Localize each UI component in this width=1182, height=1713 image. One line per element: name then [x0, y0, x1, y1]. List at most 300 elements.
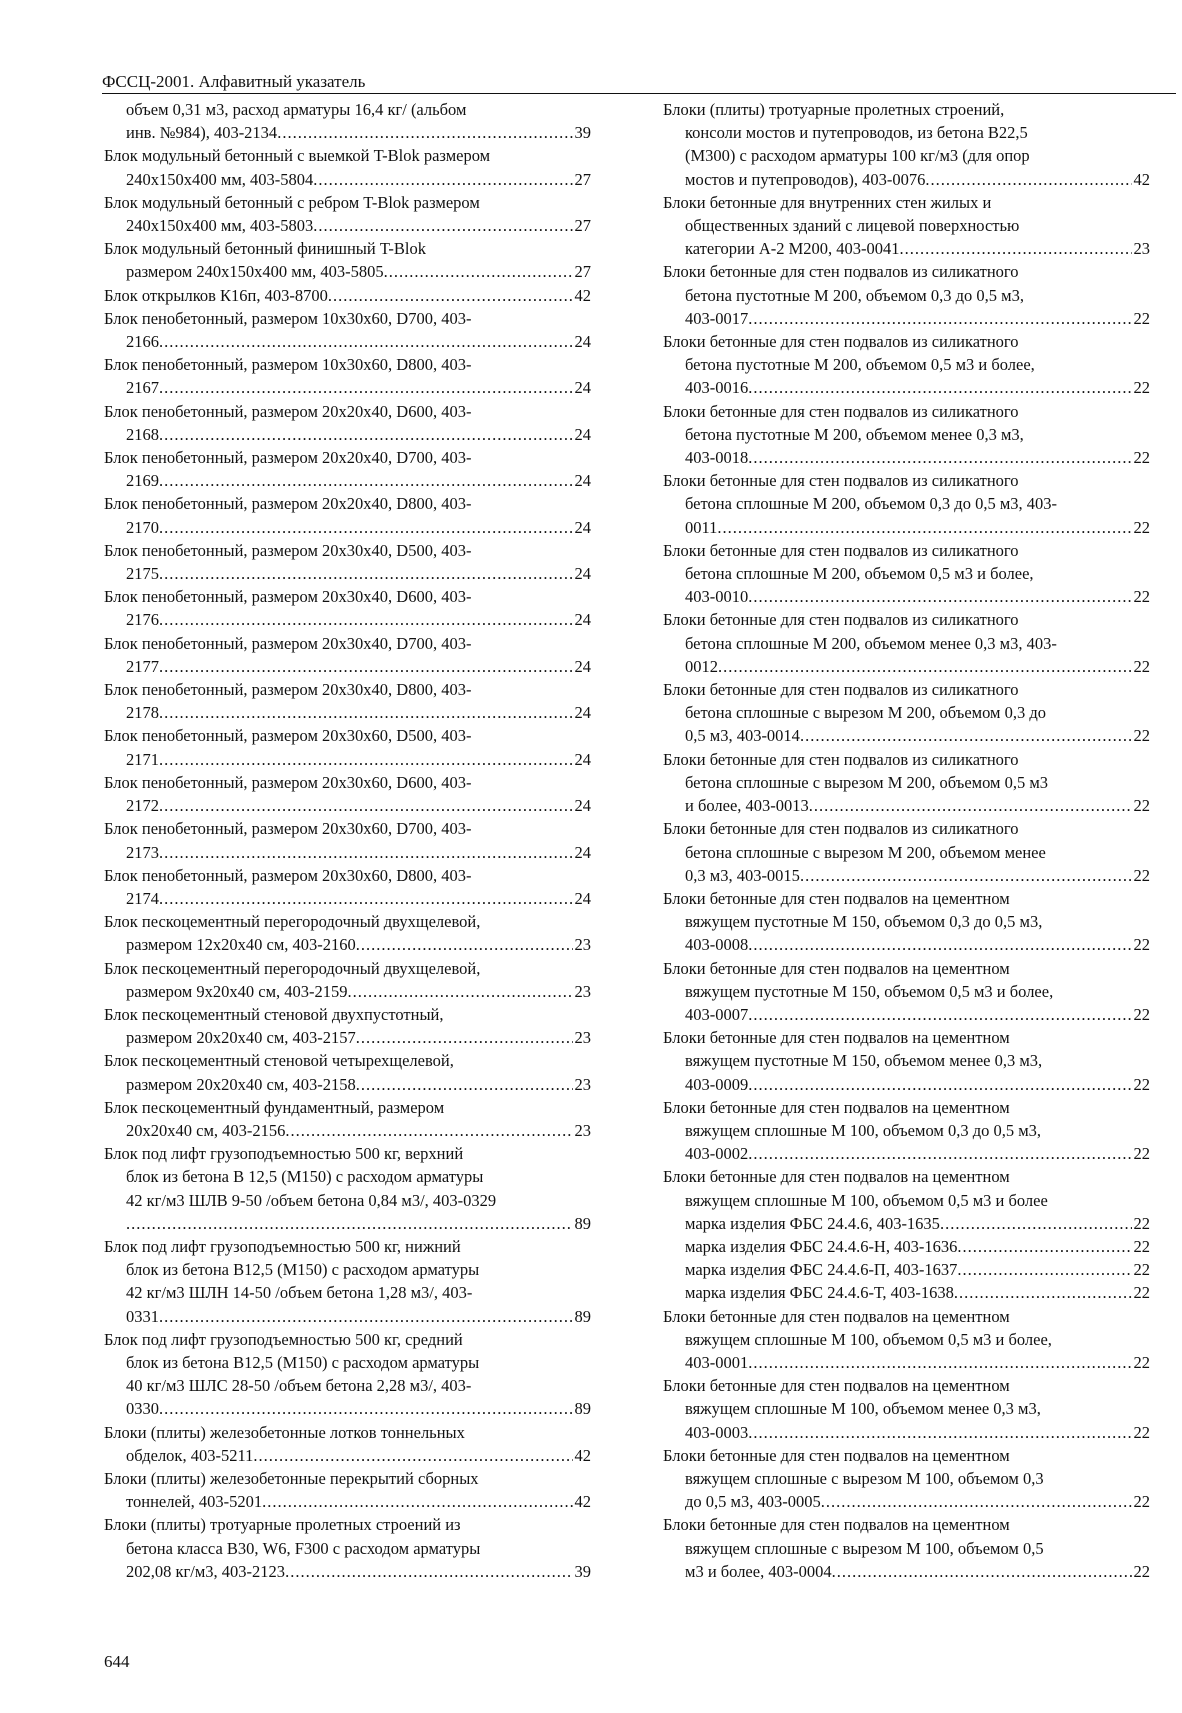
entry-text: марка изделия ФБС 24.4.6-П, 403-1637	[685, 1260, 958, 1280]
entry-text: 403-0017	[685, 308, 749, 328]
dot-leader	[277, 121, 572, 144]
dot-leader	[809, 794, 1132, 817]
entry-line-with-page	[104, 1119, 591, 1142]
entry-page-ref: 22	[1133, 378, 1150, 398]
entry-line-with-page	[663, 933, 1150, 956]
index-entry	[663, 191, 1150, 261]
entry-text: 0331	[126, 1306, 159, 1326]
dot-leader	[748, 1351, 1131, 1374]
entry-text: 0,5 м3, 403-0014	[685, 726, 800, 746]
dot-leader	[159, 330, 573, 353]
entry-text: марка изделия ФБС 24.4.6, 403-1635	[685, 1213, 940, 1233]
entry-text: 403-0010	[685, 587, 749, 607]
entry-line-with-page	[104, 121, 591, 144]
entry-text-line: Блок модульный бетонный с ребром T-Blok размером	[104, 192, 480, 212]
index-entry	[104, 1421, 591, 1467]
index-entry	[104, 632, 591, 678]
entry-text-line: Блок пенобетонный, размером 20x30x60, D600, 403-	[104, 772, 472, 792]
dot-leader	[717, 516, 1131, 539]
entry-line-with-page	[104, 1397, 591, 1420]
entry-page-ref: 22	[1133, 1260, 1150, 1280]
entry-text-line: Блоки бетонные для стен подвалов на цементном	[663, 1306, 1010, 1326]
entry-text: 2174	[126, 888, 159, 908]
entry-page-ref: 22	[1133, 865, 1150, 885]
entry-text: 2177	[126, 656, 159, 676]
index-entry	[663, 469, 1150, 539]
entry-page-ref: 89	[574, 1399, 591, 1419]
entry-page-ref: 24	[574, 378, 591, 398]
dot-leader	[159, 469, 573, 492]
entry-page-ref: 89	[574, 1213, 591, 1233]
dot-leader	[159, 887, 573, 910]
entry-text: м3 и более, 403-0004	[685, 1561, 832, 1581]
entry-page-ref: 23	[574, 935, 591, 955]
entry-page-ref: 22	[1133, 308, 1150, 328]
index-entry	[663, 539, 1150, 609]
entry-page-ref: 42	[574, 285, 591, 305]
entry-text: 2170	[126, 517, 159, 537]
entry-line-with-page	[104, 1026, 591, 1049]
entry-text-line: Блоки бетонные для стен подвалов на цементном	[663, 1515, 1010, 1535]
dot-leader	[159, 1397, 573, 1420]
entry-page-ref: 22	[1133, 1004, 1150, 1024]
entry-text: 2168	[126, 424, 159, 444]
entry-line-with-page	[104, 655, 591, 678]
entry-page-ref: 24	[574, 796, 591, 816]
entry-line-with-page	[104, 1444, 591, 1467]
entry-line-with-page	[104, 516, 591, 539]
entry-page-ref: 23	[574, 1028, 591, 1048]
entry-line-with-page	[663, 864, 1150, 887]
entry-line-with-page	[663, 237, 1150, 260]
dot-leader	[748, 307, 1131, 330]
dot-leader	[356, 1073, 573, 1096]
dot-leader	[126, 1212, 573, 1235]
index-entry	[104, 1142, 591, 1235]
dot-leader	[159, 608, 573, 631]
entry-line-with-page	[104, 214, 591, 237]
dot-leader	[748, 376, 1131, 399]
entry-line-with-page	[104, 748, 591, 771]
dot-leader	[748, 446, 1131, 469]
entry-page-ref: 22	[1133, 1213, 1150, 1233]
entry-page-ref: 24	[574, 471, 591, 491]
entry-page-ref: 22	[1133, 448, 1150, 468]
entry-text: размером 12x20x40 см, 403-2160	[126, 935, 356, 955]
entry-line-with-page	[663, 1212, 1150, 1235]
index-entry	[663, 1513, 1150, 1583]
index-entry	[104, 1003, 591, 1049]
entry-text: марка изделия ФБС 24.4.6-Н, 403-1636	[685, 1236, 958, 1256]
entry-text-line: общественных зданий с лицевой поверхностью	[685, 216, 1020, 236]
dot-leader	[285, 1119, 572, 1142]
entry-text-line: вяжущем пустотные М 150, объемом 0,3 до 0,5 м3,	[685, 912, 1043, 932]
dot-leader	[159, 1305, 573, 1328]
index-entry	[663, 400, 1150, 470]
entry-text: марка изделия ФБС 24.4.6-Т, 403-1638	[685, 1283, 954, 1303]
entry-text: 403-0007	[685, 1004, 749, 1024]
dot-leader	[832, 1560, 1132, 1583]
entry-text-line: Блоки бетонные для стен подвалов на цементном	[663, 1376, 1010, 1396]
entry-text-line: вяжущем пустотные М 150, объемом 0,5 м3 и более,	[685, 981, 1054, 1001]
entry-page-ref: 23	[574, 1074, 591, 1094]
index-entry	[104, 585, 591, 631]
entry-text-line: Блок пескоцементный фундаментный, размером	[104, 1097, 445, 1117]
entry-line-with-page	[663, 1142, 1150, 1165]
entry-page-ref: 22	[1133, 1236, 1150, 1256]
index-entry	[104, 817, 591, 863]
entry-line-with-page	[104, 1212, 591, 1235]
entry-line-with-page	[104, 562, 591, 585]
entry-text-line: Блоки бетонные для стен подвалов из силикатного	[663, 262, 1019, 282]
dot-leader	[900, 237, 1132, 260]
entry-page-ref: 89	[574, 1306, 591, 1326]
index-entry	[663, 1444, 1150, 1514]
entry-text-line: Блоки бетонные для стен подвалов из силикатного	[663, 610, 1019, 630]
entry-line-with-page	[104, 284, 591, 307]
dot-leader	[159, 794, 573, 817]
entry-line-with-page	[104, 608, 591, 631]
dot-leader	[262, 1490, 572, 1513]
index-entry	[663, 98, 1150, 191]
entry-page-ref: 24	[574, 656, 591, 676]
sub-entry-line	[663, 1281, 1150, 1304]
dot-leader	[925, 168, 1131, 191]
index-entry	[663, 330, 1150, 400]
entry-page-ref: 22	[1133, 1492, 1150, 1512]
entry-text-line: Блок под лифт грузоподъемностью 500 кг, средний	[104, 1329, 463, 1349]
entry-text-line: Блоки (плиты) тротуарные пролетных строений из	[104, 1515, 461, 1535]
entry-text-line: Блоки бетонные для стен подвалов из силикатного	[663, 401, 1019, 421]
dot-leader	[285, 1560, 572, 1583]
entry-text: до 0,5 м3, 403-0005	[685, 1492, 821, 1512]
entry-page-ref: 22	[1133, 1422, 1150, 1442]
entry-page-ref: 22	[1133, 1352, 1150, 1372]
entry-text-line: Блоки бетонные для стен подвалов из силикатного	[663, 471, 1019, 491]
dot-leader	[356, 933, 573, 956]
entry-page-ref: 24	[574, 424, 591, 444]
entry-text: 403-0008	[685, 935, 749, 955]
entry-page-ref: 22	[1133, 587, 1150, 607]
entry-text-line: бетона сплошные с вырезом М 200, объемом менее	[685, 842, 1046, 862]
entry-page-ref: 24	[574, 703, 591, 723]
entry-text-line: Блок пенобетонный, размером 10x30x60, D700, 403-	[104, 308, 472, 328]
index-entry	[104, 864, 591, 910]
dot-leader	[348, 980, 573, 1003]
entry-line-with-page	[104, 794, 591, 817]
entry-page-ref: 22	[1133, 656, 1150, 676]
entry-text-line: Блок пенобетонный, размером 20x30x60, D700, 403-	[104, 819, 472, 839]
dot-leader	[356, 1026, 573, 1049]
entry-page-ref: 22	[1133, 935, 1150, 955]
entry-text: 403-0018	[685, 448, 749, 468]
dot-leader	[957, 1235, 1131, 1258]
entry-text-line: Блок пенобетонный, размером 20x20x40, D800, 403-	[104, 494, 472, 514]
entry-text-line: бетона сплошные с вырезом М 200, объемом 0,3 до	[685, 703, 1046, 723]
entry-text: и более, 403-0013	[685, 796, 809, 816]
entry-page-ref: 24	[574, 842, 591, 862]
entry-text-line: бетона сплошные М 200, объемом менее 0,3 м3, 403-	[685, 633, 1057, 653]
entry-text-line: (М300) с расходом арматуры 100 кг/м3 (для опор	[685, 146, 1030, 166]
dot-leader	[954, 1281, 1132, 1304]
entry-page-ref: 24	[574, 564, 591, 584]
index-entry	[104, 957, 591, 1003]
entry-text: 240x150x400 мм, 403-5803	[126, 216, 314, 236]
index-entry	[104, 98, 591, 144]
entry-text: 403-0009	[685, 1074, 749, 1094]
entry-page-ref: 24	[574, 332, 591, 352]
entry-text: обделок, 403-5211	[126, 1445, 254, 1465]
dot-leader	[748, 1142, 1131, 1165]
entry-line-with-page	[663, 516, 1150, 539]
dot-leader	[159, 701, 573, 724]
entry-page-ref: 39	[574, 123, 591, 143]
entry-text: 403-0016	[685, 378, 749, 398]
index-entry	[104, 446, 591, 492]
entry-text-line: Блоки бетонные для стен подвалов на цементном	[663, 1028, 1010, 1048]
dot-leader	[748, 1073, 1131, 1096]
entry-line-with-page	[663, 1073, 1150, 1096]
entry-line-with-page	[663, 1421, 1150, 1444]
entry-text-line: бетона пустотные М 200, объемом менее 0,3 м3,	[685, 424, 1024, 444]
entry-line-with-page	[104, 887, 591, 910]
entry-text-line: вяжущем сплошные М 100, объемом 0,3 до 0,5 м3,	[685, 1120, 1042, 1140]
entry-text-line: Блок под лифт грузоподъемностью 500 кг, верхний	[104, 1144, 464, 1164]
entry-text: 202,08 кг/м3, 403-2123	[126, 1561, 286, 1581]
index-entry	[104, 1235, 591, 1328]
entry-line-with-page	[104, 980, 591, 1003]
dot-leader	[159, 423, 573, 446]
index-entry	[663, 678, 1150, 748]
entry-line-with-page	[663, 1560, 1150, 1583]
index-entry	[663, 887, 1150, 957]
dot-leader	[821, 1490, 1132, 1513]
entry-text-line: Блок пенобетонный, размером 20x20x40, D600, 403-	[104, 401, 472, 421]
entry-line-with-page	[104, 1490, 591, 1513]
index-entry	[104, 237, 591, 283]
sub-entry-line	[663, 1258, 1150, 1281]
entry-text: размером 20x20x40 см, 403-2158	[126, 1074, 356, 1094]
entry-text-line: Блоки (плиты) железобетонные лотков тоннельных	[104, 1422, 465, 1442]
entry-page-ref: 23	[1133, 239, 1150, 259]
entry-text: 2172	[126, 796, 159, 816]
entry-text: 403-0002	[685, 1144, 749, 1164]
dot-leader	[159, 376, 573, 399]
index-entry	[104, 771, 591, 817]
entry-text: 2166	[126, 332, 159, 352]
entry-text-line: вяжущем сплошные с вырезом М 100, объемом 0,3	[685, 1468, 1044, 1488]
entry-text: тоннелей, 403-5201	[126, 1492, 263, 1512]
entry-page-ref: 22	[1133, 1144, 1150, 1164]
entry-line-with-page	[104, 260, 591, 283]
entry-text-line: бетона сплошные с вырезом М 200, объемом 0,5 м3	[685, 772, 1049, 792]
entry-line-with-page	[663, 1003, 1150, 1026]
entry-page-ref: 24	[574, 888, 591, 908]
entry-text: 2169	[126, 471, 159, 491]
dot-leader	[800, 724, 1132, 747]
entry-text-line: Блок пенобетонный, размером 20x30x40, D600, 403-	[104, 587, 472, 607]
entry-text-line: Блоки бетонные для стен подвалов на цементном	[663, 1445, 1010, 1465]
entry-text-line: Блок пенобетонный, размером 20x30x60, D500, 403-	[104, 726, 472, 746]
dot-leader	[159, 655, 573, 678]
entry-line-with-page	[663, 446, 1150, 469]
entry-text-line: Блок пескоцементный перегородочный двухщелевой,	[104, 912, 481, 932]
entry-text-line: Блок пенобетонный, размером 20x20x40, D700, 403-	[104, 448, 472, 468]
entry-text-line: бетона сплошные М 200, объемом 0,5 м3 и более,	[685, 564, 1034, 584]
entry-text-line: 42 кг/м3 ШЛВ 9-50 /объем бетона 0,84 м3/, 403-0329	[126, 1190, 497, 1210]
entry-text-line: бетона сплошные М 200, объемом 0,3 до 0,5 м3, 403-	[685, 494, 1058, 514]
entry-text: 20x20x40 см, 403-2156	[126, 1120, 286, 1140]
entry-text: 2171	[126, 749, 159, 769]
index-entry	[104, 1513, 591, 1583]
index-entry	[104, 284, 591, 307]
entry-text-line: Блок пенобетонный, размером 20x30x60, D800, 403-	[104, 865, 472, 885]
dot-leader	[159, 748, 573, 771]
entry-text: 2178	[126, 703, 159, 723]
index-entry	[104, 678, 591, 724]
entry-text-line: вяжущем сплошные М 100, объемом менее 0,3 м3,	[685, 1399, 1041, 1419]
entry-text: 240x150x400 мм, 403-5804	[126, 169, 314, 189]
index-entry	[663, 1305, 1150, 1375]
dot-leader	[748, 933, 1131, 956]
index-entry	[663, 1096, 1150, 1166]
index-entry	[104, 539, 591, 585]
index-entry	[104, 724, 591, 770]
entry-text-line: Блок пескоцементный перегородочный двухщелевой,	[104, 958, 481, 978]
index-entry	[104, 191, 591, 237]
entry-line-with-page	[104, 841, 591, 864]
dot-leader	[800, 864, 1132, 887]
entry-page-ref: 23	[574, 981, 591, 1001]
entry-text: 403-0003	[685, 1422, 749, 1442]
entry-page-ref: 27	[574, 262, 591, 282]
dot-leader	[159, 516, 573, 539]
entry-text-line: Блок пенобетонный, размером 20x30x40, D500, 403-	[104, 540, 472, 560]
entry-page-ref: 42	[574, 1492, 591, 1512]
entry-text-line: Блок пенобетонный, размером 10x30x60, D800, 403-	[104, 355, 472, 375]
entry-page-ref: 22	[1133, 517, 1150, 537]
entry-text-line: Блок модульный бетонный с выемкой T-Blok размером	[104, 146, 491, 166]
entry-text: 0012	[685, 656, 718, 676]
entry-text: размером 9x20x40 см, 403-2159	[126, 981, 348, 1001]
entry-line-with-page	[104, 330, 591, 353]
index-column-right	[663, 98, 1150, 1583]
dot-leader	[748, 1421, 1131, 1444]
entry-text: размером 240x150x400 мм, 403-5805	[126, 262, 384, 282]
dot-leader	[159, 562, 573, 585]
index-entry	[663, 1165, 1150, 1304]
entry-line-with-page	[104, 1305, 591, 1328]
entry-page-ref: 23	[574, 1120, 591, 1140]
entry-text-line: Блоки бетонные для стен подвалов на цементном	[663, 1167, 1010, 1187]
entry-line-with-page	[104, 423, 591, 446]
entry-line-with-page	[104, 168, 591, 191]
entry-text: 0330	[126, 1399, 159, 1419]
entry-line-with-page	[663, 1351, 1150, 1374]
dot-leader	[253, 1444, 572, 1467]
entry-text: 0,3 м3, 403-0015	[685, 865, 800, 885]
entry-text-line: Блок пенобетонный, размером 20x30x40, D800, 403-	[104, 680, 472, 700]
entry-text: 403-0001	[685, 1352, 749, 1372]
entry-line-with-page	[663, 655, 1150, 678]
entry-text: мостов и путепроводов), 403-0076	[685, 169, 926, 189]
index-entry	[104, 1049, 591, 1095]
entry-text-line: блок из бетона В12,5 (М150) с расходом арматуры	[126, 1260, 480, 1280]
index-entry	[104, 910, 591, 956]
entry-text-line: консоли мостов и путепроводов, из бетона В22,5	[685, 123, 1028, 143]
entry-page-ref: 22	[1133, 1074, 1150, 1094]
dot-leader	[313, 168, 572, 191]
entry-text: категории А-2 М200, 403-0041	[685, 239, 900, 259]
entry-text-line: Блок пескоцементный стеновой двухпустотный,	[104, 1004, 444, 1024]
entry-text-line: вяжущем сплошные с вырезом М 100, объемом 0,5	[685, 1538, 1044, 1558]
entry-page-ref: 24	[574, 517, 591, 537]
index-entry	[104, 1467, 591, 1513]
entry-text-line: бетона класса В30, W6, F300 с расходом арматуры	[126, 1538, 481, 1558]
index-entry	[663, 817, 1150, 887]
entry-text-line: блок из бетона В 12,5 (М150) с расходом арматуры	[126, 1167, 484, 1187]
entry-line-with-page	[663, 307, 1150, 330]
entry-text-line: Блоки (плиты) железобетонные перекрытий сборных	[104, 1468, 479, 1488]
index-entry	[104, 1096, 591, 1142]
dot-leader	[940, 1212, 1132, 1235]
entry-text: 2175	[126, 564, 159, 584]
entry-line-with-page	[104, 376, 591, 399]
entry-text-line: бетона пустотные М 200, объемом 0,3 до 0,5 м3,	[685, 285, 1024, 305]
sub-entry-line	[663, 1235, 1150, 1258]
entry-line-with-page	[663, 168, 1150, 191]
entry-text-line: бетона пустотные М 200, объемом 0,5 м3 и более,	[685, 355, 1035, 375]
entry-line-with-page	[663, 724, 1150, 747]
entry-text-line: Блоки бетонные для стен подвалов из силикатного	[663, 332, 1019, 352]
entry-text: 2173	[126, 842, 159, 862]
entry-text: 2176	[126, 610, 159, 630]
entry-line-with-page	[104, 1073, 591, 1096]
entry-page-ref: 24	[574, 610, 591, 630]
entry-page-ref: 24	[574, 749, 591, 769]
index-column-left	[104, 98, 591, 1583]
entry-line-with-page	[104, 469, 591, 492]
entry-text-line: Блоки (плиты) тротуарные пролетных строений,	[663, 100, 1005, 119]
entry-text-line: вяжущем пустотные М 150, объемом менее 0,3 м3,	[685, 1051, 1043, 1071]
entry-page-ref: 22	[1133, 796, 1150, 816]
entry-page-ref: 22	[1133, 726, 1150, 746]
entry-text-line: объем 0,31 м3, расход арматуры 16,4 кг/ (альбом	[126, 100, 467, 119]
entry-page-ref: 42	[1133, 169, 1150, 189]
dot-leader	[384, 260, 573, 283]
entry-text: 0011	[685, 517, 718, 537]
dot-leader	[159, 841, 573, 864]
page-number: 644	[104, 1652, 130, 1671]
entry-text-line: Блоки бетонные для стен подвалов на цементном	[663, 1097, 1010, 1117]
entry-page-ref: 22	[1133, 1283, 1150, 1303]
entry-line-with-page	[663, 585, 1150, 608]
dot-leader	[748, 1003, 1131, 1026]
entry-line-with-page	[663, 376, 1150, 399]
entry-text-line: вяжущем сплошные М 100, объемом 0,5 м3 и более	[685, 1190, 1048, 1210]
entry-page-ref: 27	[574, 169, 591, 189]
entry-text: инв. №984), 403-2134	[126, 123, 278, 143]
index-entry	[104, 1328, 591, 1421]
entry-page-ref: 22	[1133, 1561, 1150, 1581]
index-entry	[663, 957, 1150, 1027]
entry-text-line: Блок модульный бетонный финишный T-Blok	[104, 239, 426, 259]
entry-text-line: 42 кг/м3 ШЛН 14-50 /объем бетона 1,28 м3/, 403-	[126, 1283, 473, 1303]
entry-line-with-page	[663, 794, 1150, 817]
dot-leader	[957, 1258, 1131, 1281]
entry-line-with-page	[104, 933, 591, 956]
entry-text-line: вяжущем сплошные М 100, объемом 0,5 м3 и более,	[685, 1329, 1052, 1349]
